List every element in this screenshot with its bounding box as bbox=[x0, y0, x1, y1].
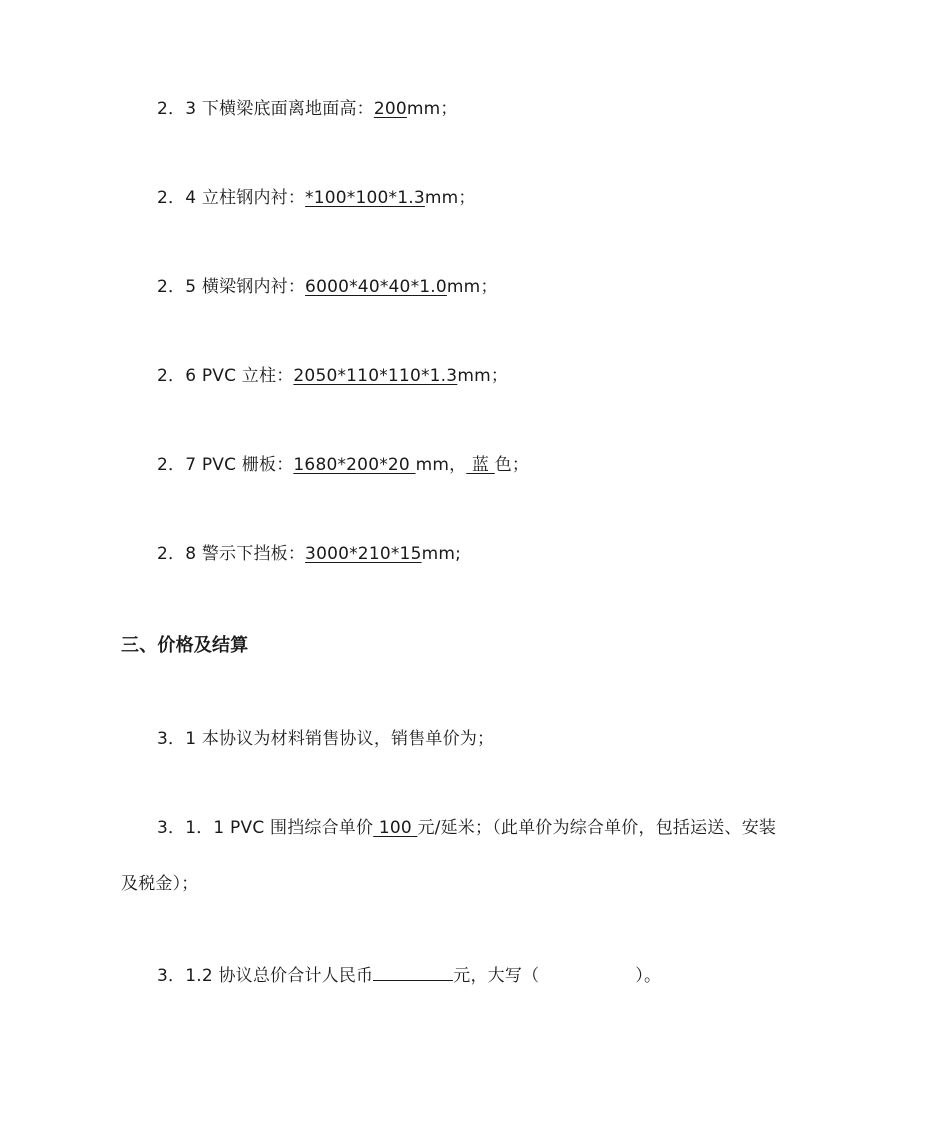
item-value: 3000*210*15 bbox=[305, 544, 422, 564]
item-value: *100*100*1.3 bbox=[305, 188, 425, 208]
item-label: 警示下挡板： bbox=[201, 544, 306, 564]
spec-item-2-3 bbox=[157, 97, 458, 121]
spec-item-2-6 bbox=[157, 364, 508, 388]
item-number: 2．5 bbox=[157, 277, 202, 297]
clause-prefix: 3．1．1 PVC 围挡综合单价 bbox=[157, 818, 374, 838]
item-unit: mm； bbox=[446, 277, 498, 297]
item-value: 2050*110*110*1.3 bbox=[293, 366, 458, 386]
item-number: 2．6 bbox=[157, 366, 202, 386]
item-value: 1680*200*20 bbox=[293, 455, 416, 475]
item-unit: mm； bbox=[457, 366, 509, 386]
clause-mid: 元，大写（ bbox=[453, 966, 540, 986]
item-number: 2．8 bbox=[157, 544, 202, 564]
section-heading: 三、价格及结算 bbox=[121, 635, 249, 656]
item-value: 200 bbox=[373, 99, 407, 119]
item-label: 立柱钢内衬： bbox=[201, 188, 306, 208]
item-label: PVC 立柱： bbox=[201, 366, 294, 386]
item-number: 2．3 bbox=[157, 99, 202, 119]
clause-end: ）。 bbox=[635, 966, 662, 986]
item-number: 2．4 bbox=[157, 188, 202, 208]
item-label: 横梁钢内衬： bbox=[201, 277, 306, 297]
item-number: 2．7 bbox=[157, 455, 202, 475]
clause-3-1-1 bbox=[157, 816, 776, 840]
total-amount-blank bbox=[373, 961, 453, 981]
item-unit: mm； bbox=[406, 99, 458, 119]
item-suffix: 色； bbox=[494, 455, 530, 475]
item-unit: mm; bbox=[421, 544, 462, 564]
clause-3-1-1-continuation: 及税金）； bbox=[121, 874, 199, 894]
spec-item-2-8 bbox=[157, 542, 461, 566]
item-label: PVC 栅板： bbox=[201, 455, 294, 475]
item-unit: mm； bbox=[424, 188, 476, 208]
unit-price-value: 100 bbox=[373, 818, 418, 838]
clause-3-1: 3．1 本协议为材料销售协议，销售单价为； bbox=[157, 729, 495, 749]
clause-3-1-2 bbox=[157, 961, 661, 988]
spec-item-2-5 bbox=[157, 275, 498, 299]
spec-item-2-4 bbox=[157, 186, 476, 210]
item-value: 6000*40*40*1.0 bbox=[305, 277, 447, 297]
item-label: 下横梁底面离地面高： bbox=[201, 99, 374, 119]
item-color-value: 蓝 bbox=[466, 455, 495, 475]
clause-prefix: 3．1.2 协议总价合计人民币 bbox=[157, 966, 374, 986]
item-unit: mm， bbox=[415, 455, 467, 475]
spec-item-2-7 bbox=[157, 453, 529, 477]
clause-suffix: 元/延米；（此单价为综合单价，包括运送、安装 bbox=[417, 818, 777, 838]
